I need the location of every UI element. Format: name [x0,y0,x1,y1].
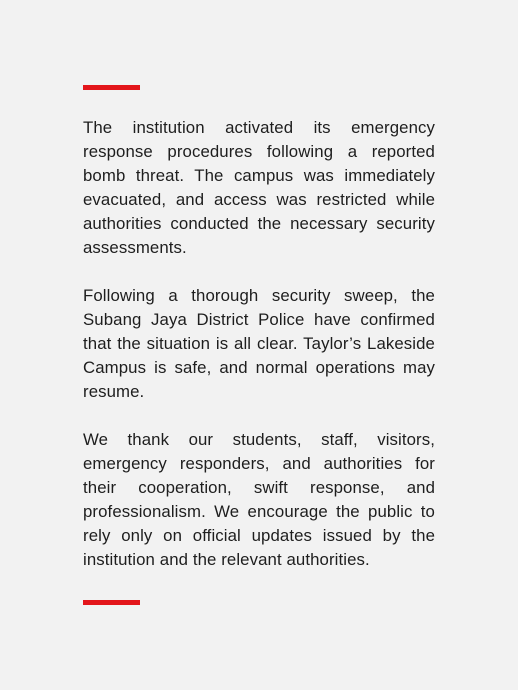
paragraph-thanks: We thank our students, staff, visitors, emergency responders, and authorities for their cooperation, swift response, and professionalism. We encourage the public to rely only on official updates issued by the institution and the relevant authorities. [83,430,435,569]
statement-body [83,116,435,572]
paragraph-all-clear: Following a thorough security sweep, the Subang Jaya District Police have confirmed that the situation is all clear. Taylor’s Lakeside Campus is safe, and normal operations may resume. [83,286,435,401]
bottom-accent-divider [83,600,140,605]
top-accent-divider [83,85,140,90]
paragraph-evacuation: The institution activated its emergency response procedures following a reported bomb threat. The campus was immediately evacuated, and access was restricted while authorities conducted the necessary security assessments. [83,118,435,257]
